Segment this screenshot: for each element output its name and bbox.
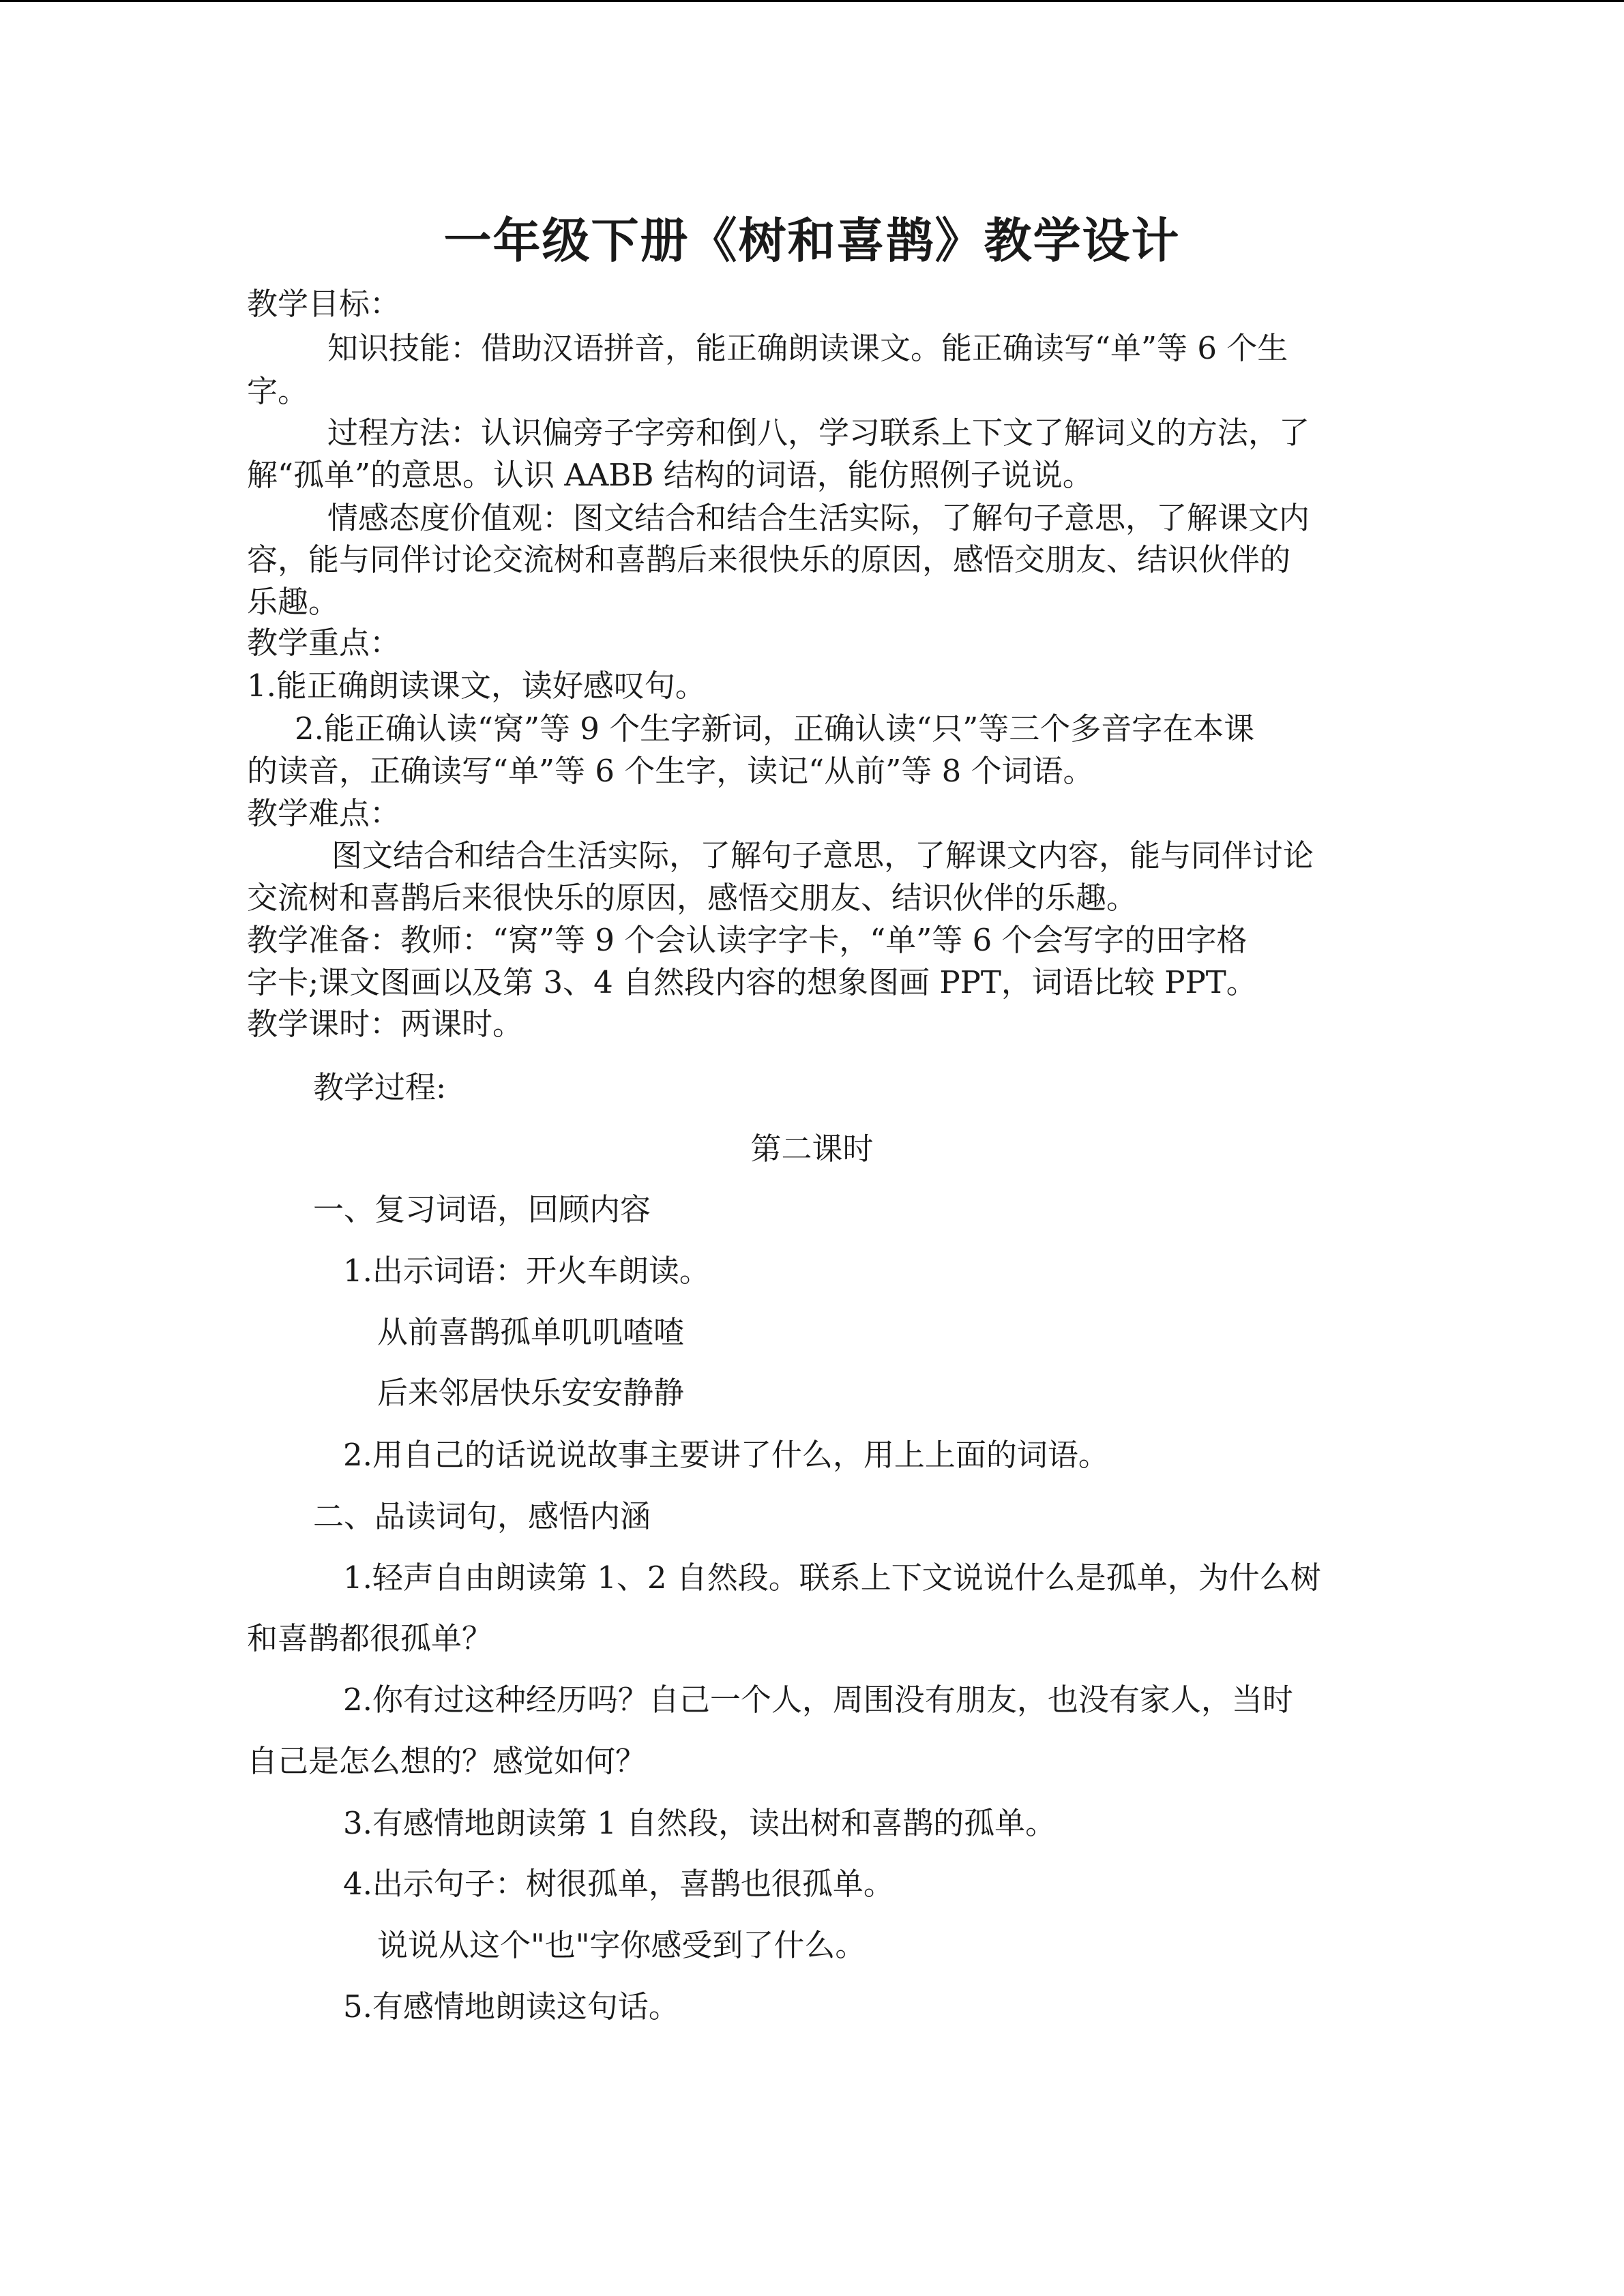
heading-objectives: 教学目标：: [247, 286, 401, 322]
paragraph-line: 图文结合和结合生活实际，了解句子意思，了解课文内容，能与同伴讨论: [331, 837, 1314, 874]
section-heading: 二、品读词句，感悟内涵: [313, 1498, 651, 1534]
list-item: 5.有感情地朗读这句话。: [343, 1988, 679, 2025]
paragraph-line: 交流树和喜鹊后来很快乐的原因，感悟交朋友、结识伙伴的乐趣。: [247, 880, 1138, 916]
list-item: 1.轻声自由朗读第 1、2 自然段。联系上下文说说什么是孤单，为什么树: [343, 1560, 1321, 1596]
list-item: 1.出示词语：开火车朗读。: [343, 1253, 710, 1289]
list-item-continuation: 和喜鹊都很孤单？: [247, 1620, 493, 1656]
word-list-line: 后来邻居快乐安安静静: [377, 1375, 685, 1411]
paragraph-line: 2.能正确认读“窝”等 9 个生字新词，正确认读“只”等三个多音字在本课: [295, 711, 1255, 747]
paragraph-line: 教学课时：两课时。: [247, 1006, 524, 1042]
list-item: 4.出示句子：树很孤单，喜鹊也很孤单。: [343, 1866, 894, 1902]
heading-difficulties: 教学难点：: [247, 795, 401, 831]
paragraph-line: 字卡;课文图画以及第 3、4 自然段内容的想象图画 PPT，词语比较 PPT。: [247, 964, 1257, 1000]
paragraph-line: 的读音，正确读写“单”等 6 个生字，读记“从前”等 8 个词语。: [247, 753, 1094, 789]
paragraph-line: 字。: [247, 373, 309, 409]
paragraph-line: 过程方法：认识偏旁子字旁和倒八，学习联系上下文了解词义的方法，了: [327, 415, 1310, 451]
heading-process: 教学过程:: [313, 1069, 447, 1105]
section-heading: 一、复习词语，回顾内容: [313, 1191, 651, 1227]
paragraph-line: 教学准备：教师：“窝”等 9 个会认读字字卡，“单”等 6 个会写字的田字格: [247, 922, 1247, 958]
word-list-line: 从前喜鹊孤单叽叽喳喳: [377, 1314, 685, 1350]
list-item: 2.你有过这种经历吗？自己一个人，周围没有朋友，也没有家人，当时: [343, 1682, 1293, 1718]
paragraph-line: 情感态度价值观：图文结合和结合生活实际，了解句子意思，了解课文内: [327, 500, 1310, 536]
list-item: 3.有感情地朗读第 1 自然段，读出树和喜鹊的孤单。: [343, 1805, 1057, 1841]
heading-key-points: 教学重点：: [247, 625, 401, 661]
list-item-continuation: 自己是怎么想的？感觉如何？: [247, 1743, 647, 1779]
paragraph-line: 容，能与同伴讨论交流树和喜鹊后来很快乐的原因，感悟交朋友、结识伙伴的: [247, 541, 1291, 578]
list-item-sub: 说说从这个"也"字你感受到了什么。: [377, 1927, 866, 1963]
paragraph-line: 知识技能：借助汉语拼音，能正确朗读课文。能正确读写“单”等 6 个生: [327, 330, 1288, 366]
document-title: 一年级下册《树和喜鹊》教学设计: [443, 212, 1181, 269]
list-item: 2.用自己的话说说故事主要讲了什么，用上上面的词语。: [343, 1437, 1109, 1473]
section-title-lesson-2: 第二课时: [750, 1131, 874, 1167]
paragraph-line: 1.能正确朗读课文，读好感叹句。: [247, 668, 706, 704]
paragraph-line: 乐趣。: [247, 584, 340, 620]
top-border-line: [0, 0, 1624, 2]
paragraph-line: 解“孤单”的意思。认识 AABB 结构的词语，能仿照例子说说。: [247, 457, 1093, 493]
